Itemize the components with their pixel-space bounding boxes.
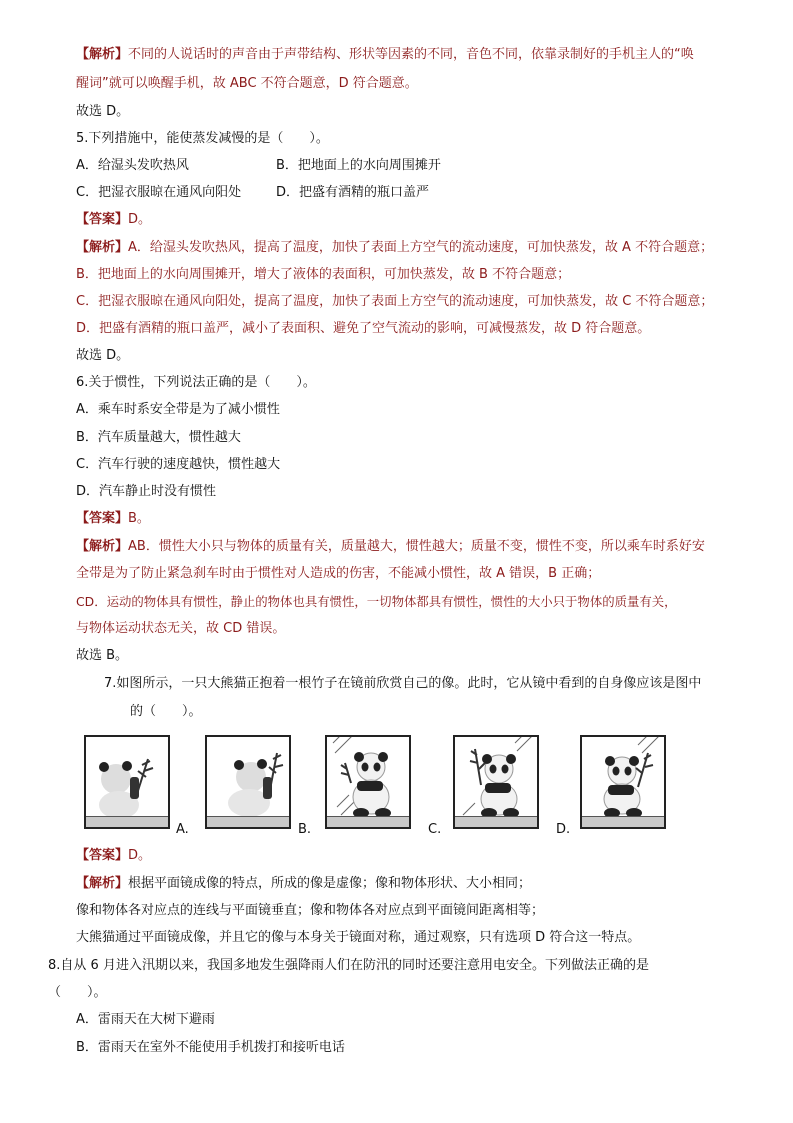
answer-value: D。 <box>128 212 152 227</box>
analysis-tag: 【解析】 <box>76 240 129 255</box>
prev-conclusion: 故选 D。 <box>76 104 130 119</box>
q5-option-d: D．把盛有酒精的瓶口盖严 <box>276 185 430 200</box>
q6-answer <box>76 509 150 529</box>
q5-analysis-3: C．把湿衣服晾在通风向阳处，提高了温度，加快了表面上方空气的流动速度，可加快蒸发，故 C 不符合题意； <box>76 294 714 309</box>
q7-analysis-3: 大熊猫通过平面镜成像，并且它的像与本身关于镜面对称，通过观察，只有选项 D 符合这一特点。 <box>76 930 641 945</box>
q5-stem: 5.下列措施中，能使蒸发减慢的是（ ）。 <box>76 131 329 146</box>
figure-label-a: A. <box>176 822 189 837</box>
figure-d <box>453 735 539 829</box>
q6-analysis-1 <box>76 537 705 557</box>
prev-analysis-line-2: 醒词”就可以唤醒手机，故 ABC 不符合题意，D 符合题意。 <box>76 76 418 91</box>
prev-analysis-line-1 <box>76 45 694 65</box>
q8-option-b: B．雷雨天在室外不能使用手机拨打和接听电话 <box>76 1040 345 1055</box>
q8-stem-line-1: 8.自从 6 月进入汛期以来，我国多地发生强降雨人们在防汛的同时还要注意用电安全。下列做法正确的是 <box>48 958 649 973</box>
figure-label-b: B. <box>298 822 312 837</box>
q5-option-c: C．把湿衣服晾在通风向阳处 <box>76 185 242 200</box>
q6-option-b: B．汽车质量越大，惯性越大 <box>76 430 241 445</box>
q5-conclusion: 故选 D。 <box>76 348 130 363</box>
floor <box>455 816 537 827</box>
answer-tag: 【答案】 <box>76 212 129 227</box>
figure-c <box>325 735 411 829</box>
analysis-text: 根据平面镜成像的特点，所成的像是虚像；像和物体形状、大小相同； <box>128 876 532 891</box>
q6-conclusion: 故选 B。 <box>76 648 129 663</box>
q6-option-d: D．汽车静止时没有惯性 <box>76 484 217 499</box>
figure-label-c: C. <box>428 822 442 837</box>
figure-e <box>580 735 666 829</box>
answer-value: B。 <box>128 511 150 526</box>
analysis-tag: 【解析】 <box>76 539 129 554</box>
figure-b <box>205 735 291 829</box>
q7-analysis-2: 像和物体各对应点的连线与平面镜垂直；像和物体各对应点到平面镜间距离相等； <box>76 903 545 918</box>
q6-analysis-4: 与物体运动状态无关，故 CD 错误。 <box>76 621 286 636</box>
q7-stem-line-2: 的（ ）。 <box>130 704 202 719</box>
answer-tag: 【答案】 <box>76 511 129 526</box>
analysis-tag: 【解析】 <box>76 47 129 62</box>
q5-answer <box>76 210 151 230</box>
answer-value: D。 <box>128 848 152 863</box>
floor <box>207 816 289 827</box>
analysis-text: A．给湿头发吹热风，提高了温度，加快了表面上方空气的流动速度，可加快蒸发，故 A 不符合题意； <box>128 240 714 255</box>
q6-analysis-3: CD．运动的物体具有惯性，静止的物体也具有惯性，一切物体都具有惯性，惯性的大小只于物体的质量有关， <box>76 594 677 609</box>
q6-stem: 6.关于惯性，下列说法正确的是（ ）。 <box>76 375 316 390</box>
q5-analysis-4: D．把盛有酒精的瓶口盖严，减小了表面积、避免了空气流动的影响，可减慢蒸发，故 D 符合题意。 <box>76 321 651 336</box>
figure-label-d: D. <box>556 822 571 837</box>
q6-option-c: C．汽车行驶的速度越快，惯性越大 <box>76 457 281 472</box>
answer-tag: 【答案】 <box>76 848 129 863</box>
q7-analysis-1 <box>76 874 531 894</box>
q5-option-a: A．给湿头发吹热风 <box>76 158 189 173</box>
q6-analysis-2: 全带是为了防止紧急刹车时由于惯性对人造成的伤害，不能减小惯性，故 A 错误，B 正确； <box>76 566 601 581</box>
floor <box>86 816 168 827</box>
q8-option-a: A．雷雨天在大树下避雨 <box>76 1012 215 1027</box>
analysis-tag: 【解析】 <box>76 876 129 891</box>
q7-answer <box>76 846 151 866</box>
q7-stem-line-1: 7.如图所示，一只大熊猫正抱着一根竹子在镜前欣赏自己的像。此时，它从镜中看到的自身像应该是图中 <box>104 676 702 691</box>
q5-option-b: B．把地面上的水向周围摊开 <box>276 158 441 173</box>
q5-analysis-2: B．把地面上的水向周围摊开，增大了液体的表面积，可加快蒸发，故 B 不符合题意； <box>76 267 571 282</box>
floor <box>327 816 409 827</box>
analysis-text: AB．惯性大小只与物体的质量有关，质量越大，惯性越大；质量不变，惯性不变，所以乘车时系好安 <box>128 539 705 554</box>
q5-analysis-1 <box>76 238 713 258</box>
q6-option-a: A．乘车时系安全带是为了减小惯性 <box>76 402 280 417</box>
floor <box>582 816 664 827</box>
analysis-text: 不同的人说话时的声音由于声带结构、形状等因素的不同，音色不同，依靠录制好的手机主人的“唤 <box>128 47 694 62</box>
figure-a <box>84 735 170 829</box>
q8-stem-line-2: （ ）。 <box>48 985 107 1000</box>
